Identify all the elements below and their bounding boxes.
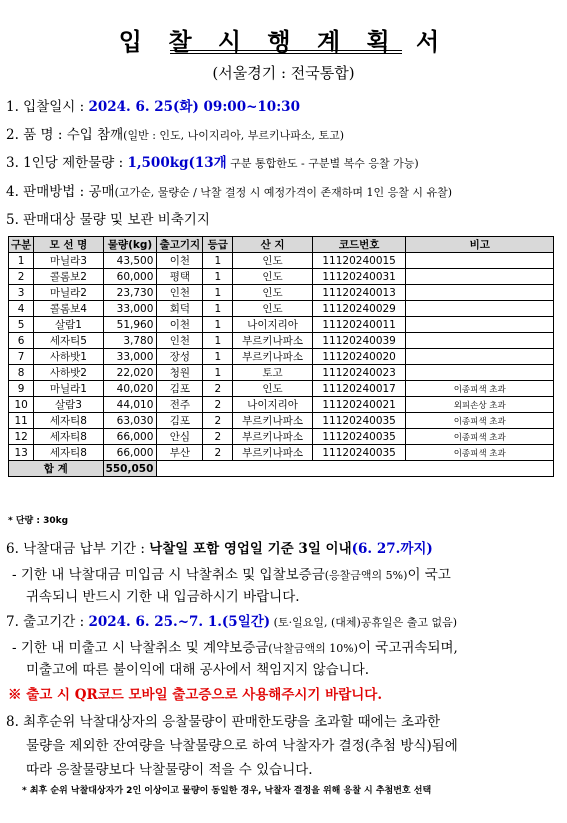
stock-table xyxy=(8,236,554,477)
table-cell: 13 xyxy=(9,445,34,461)
payment-warning-text: - 기한 내 낙찰대금 미입금 시 낙찰취소 및 입찰보증금 xyxy=(12,567,325,583)
table-row xyxy=(9,285,554,301)
table-cell: 11120240011 xyxy=(312,317,406,333)
table-cell xyxy=(406,285,554,301)
table-cell: 나이지리아 xyxy=(233,317,313,333)
table-cell: 회덕 xyxy=(157,301,203,317)
table-cell: 토고 xyxy=(233,365,313,381)
section-limit xyxy=(6,151,419,171)
table-cell: 11120240035 xyxy=(312,413,406,429)
table-cell: 전주 xyxy=(157,397,203,413)
release-warning-text: - 기한 내 미출고 시 낙찰취소 및 계약보증금 xyxy=(12,640,269,656)
table-cell: 63,030 xyxy=(103,413,157,429)
table-cell: 1 xyxy=(203,365,233,381)
section-bid-datetime xyxy=(6,95,300,115)
title-underline-second xyxy=(170,53,402,54)
table-header-cell: 물량(kg) xyxy=(103,237,157,253)
total-value: 550,050 xyxy=(103,461,157,477)
table-cell: 11 xyxy=(9,413,34,429)
table-row xyxy=(9,301,554,317)
unit-note: * 단량 : 30kg xyxy=(8,516,69,526)
table-cell: 세자티8 xyxy=(34,413,103,429)
table-cell: 51,960 xyxy=(103,317,157,333)
table-cell: 5 xyxy=(9,317,34,333)
table-cell: 인도 xyxy=(233,253,313,269)
table-cell: 1 xyxy=(9,253,34,269)
limit-label: 3. 1인당 제한물량 : xyxy=(6,155,128,171)
table-cell: 23,730 xyxy=(103,285,157,301)
table-cell: 이종피색 초과 xyxy=(406,445,554,461)
table-cell xyxy=(406,269,554,285)
table-cell: 마닐라3 xyxy=(34,253,103,269)
table-cell: 부르키나파소 xyxy=(233,429,313,445)
table-cell: 이종피색 초과 xyxy=(406,429,554,445)
table-cell: 사하밧1 xyxy=(34,349,103,365)
table-cell: 부르키나파소 xyxy=(233,445,313,461)
table-cell: 인천 xyxy=(157,285,203,301)
table-header-cell: 산 지 xyxy=(233,237,313,253)
table-cell: 33,000 xyxy=(103,349,157,365)
table-header-cell: 비고 xyxy=(406,237,554,253)
qr-warning: ※ 출고 시 QR코드 모바일 출고증으로 사용해주시기 바랍니다. xyxy=(8,687,383,703)
table-header-row xyxy=(9,237,554,253)
table-cell: 부산 xyxy=(157,445,203,461)
table-cell: 11120240013 xyxy=(312,285,406,301)
table-cell: 11120240020 xyxy=(312,349,406,365)
total-label: 합 계 xyxy=(9,461,104,477)
section-lottery-line3: 따라 응찰물량보다 낙찰물량이 적을 수 있습니다. xyxy=(26,762,313,778)
table-header-cell: 출고기지 xyxy=(157,237,203,253)
section-release-period xyxy=(6,610,457,630)
table-cell: 김포 xyxy=(157,413,203,429)
item-name-label: 2. 품 명 : xyxy=(6,127,67,143)
table-cell: 60,000 xyxy=(103,269,157,285)
sale-method-note: (고가순, 물량순 / 낙찰 결정 시 예정가격이 존재하며 1인 응찰 시 유찰) xyxy=(114,186,453,199)
table-cell xyxy=(406,349,554,365)
release-note: (토·일요일, (대체)공휴일은 출고 없음) xyxy=(270,616,458,629)
table-cell: 부르키나파소 xyxy=(233,349,313,365)
table-cell: 22,020 xyxy=(103,365,157,381)
table-cell: 인도 xyxy=(233,285,313,301)
release-label: 7. 출고기간 : xyxy=(6,614,89,630)
section-lottery-line2: 물량을 제외한 잔여량을 낙찰물량으로 하여 낙찰자가 결정(추첨 방식)됨에 xyxy=(26,738,458,754)
table-total-row xyxy=(9,461,554,477)
table-cell: 9 xyxy=(9,381,34,397)
sale-method-label: 4. 판매방법 : xyxy=(6,184,89,200)
table-cell: 나이지리아 xyxy=(233,397,313,413)
table-cell: 외피손상 초과 xyxy=(406,397,554,413)
payment-date: (6. 27.까지) xyxy=(351,541,433,557)
limit-note: 구분 통합한도 - 구분별 복수 응찰 가능) xyxy=(226,157,419,170)
payment-warning-line2: 귀속되니 반드시 기한 내 입금하시기 바랍니다. xyxy=(26,589,300,605)
table-cell xyxy=(406,365,554,381)
sale-method-value: 공매 xyxy=(88,184,115,200)
table-row xyxy=(9,317,554,333)
table-cell: 11120240039 xyxy=(312,333,406,349)
section-sale-method xyxy=(6,180,452,200)
table-row xyxy=(9,397,554,413)
table-cell: 청원 xyxy=(157,365,203,381)
table-cell: 이종피색 초과 xyxy=(406,413,554,429)
title-underline xyxy=(170,50,402,51)
table-cell: 인도 xyxy=(233,381,313,397)
table-row xyxy=(9,333,554,349)
table-header-cell: 모 선 명 xyxy=(34,237,103,253)
table-cell xyxy=(406,317,554,333)
item-name-note: (일반 : 인도, 나이지리아, 부르키나파소, 토고) xyxy=(123,129,345,142)
table-cell: 사하밧2 xyxy=(34,365,103,381)
table-cell: 6 xyxy=(9,333,34,349)
table-cell: 2 xyxy=(203,429,233,445)
table-cell: 세자티8 xyxy=(34,445,103,461)
release-warning-text-end: 이 국고귀속되며, xyxy=(357,640,458,656)
limit-value: 1,500kg(13개 xyxy=(127,155,227,171)
table-cell: 이천 xyxy=(157,253,203,269)
table-cell: 안심 xyxy=(157,429,203,445)
table-cell: 장성 xyxy=(157,349,203,365)
payment-warning-percent: (응찰금액의 5%) xyxy=(324,569,408,582)
table-cell: 12 xyxy=(9,429,34,445)
table-cell: 4 xyxy=(9,301,34,317)
table-row xyxy=(9,445,554,461)
table-cell: 살람3 xyxy=(34,397,103,413)
section-lottery-line1: 8. 최후순위 낙찰대상자의 응찰물량이 판매한도량을 초과할 때에는 초과한 xyxy=(6,714,441,730)
table-cell: 2 xyxy=(9,269,34,285)
bid-datetime-label: 1. 입찰일시 : xyxy=(6,99,89,115)
table-cell: 40,020 xyxy=(103,381,157,397)
table-cell: 마닐라1 xyxy=(34,381,103,397)
table-cell: 1 xyxy=(203,301,233,317)
table-cell: 11120240031 xyxy=(312,269,406,285)
table-row xyxy=(9,429,554,445)
table-cell: 11120240017 xyxy=(312,381,406,397)
table-cell: 66,000 xyxy=(103,445,157,461)
page-subtitle: (서울경기 : 전국통합) xyxy=(212,64,355,82)
section-item-name xyxy=(6,123,344,143)
table-cell: 콜롬보4 xyxy=(34,301,103,317)
table-cell: 세자티5 xyxy=(34,333,103,349)
table-cell xyxy=(406,301,554,317)
table-cell: 1 xyxy=(203,333,233,349)
table-row xyxy=(9,381,554,397)
table-row xyxy=(9,269,554,285)
table-row xyxy=(9,349,554,365)
table-cell: 44,010 xyxy=(103,397,157,413)
release-warning-percent: (낙찰금액의 10%) xyxy=(268,642,358,655)
payment-warning-text-end: 이 국고 xyxy=(407,567,451,583)
table-header-cell: 코드번호 xyxy=(312,237,406,253)
table-cell: 8 xyxy=(9,365,34,381)
table-cell: 세자티8 xyxy=(34,429,103,445)
table-header-cell: 구분 xyxy=(9,237,34,253)
table-cell: 인도 xyxy=(233,269,313,285)
table-cell: 11120240015 xyxy=(312,253,406,269)
table-cell: 2 xyxy=(203,381,233,397)
page-title: 입 찰 시 행 계 획 서 xyxy=(118,27,449,56)
table-cell: 3,780 xyxy=(103,333,157,349)
table-cell: 66,000 xyxy=(103,429,157,445)
table-cell: 1 xyxy=(203,253,233,269)
section-stock: 5. 판매대상 물량 및 보관 비축기지 xyxy=(6,212,210,228)
payment-label: 6. 낙찰대금 납부 기간 : xyxy=(6,541,150,557)
table-cell: 평택 xyxy=(157,269,203,285)
table-cell: 33,000 xyxy=(103,301,157,317)
release-warning-line2: 미출고에 따른 불이익에 대해 공사에서 책임지지 않습니다. xyxy=(26,662,370,678)
table-cell: 인도 xyxy=(233,301,313,317)
table-row xyxy=(9,413,554,429)
table-cell: 부르키나파소 xyxy=(233,333,313,349)
release-value: 2024. 6. 25.~7. 1.(5일간) xyxy=(88,614,271,630)
table-cell: 김포 xyxy=(157,381,203,397)
table-header-cell: 등급 xyxy=(203,237,233,253)
table-cell: 2 xyxy=(203,445,233,461)
total-empty-cell xyxy=(157,461,554,477)
table-cell: 2 xyxy=(203,413,233,429)
table-cell xyxy=(406,333,554,349)
table-cell xyxy=(406,253,554,269)
table-cell: 10 xyxy=(9,397,34,413)
table-cell: 11120240035 xyxy=(312,429,406,445)
payment-warning-line1 xyxy=(12,563,451,583)
lottery-footnote: * 최후 순위 낙찰대상자가 2인 이상이고 물량이 동일한 경우, 낙찰자 결정을 위해 응찰 시 추첨번호 선택 xyxy=(22,786,432,796)
table-cell: 1 xyxy=(203,269,233,285)
table-cell: 살람1 xyxy=(34,317,103,333)
bid-datetime-value: 2024. 6. 25(화) 09:00~10:30 xyxy=(88,99,300,115)
table-row xyxy=(9,365,554,381)
table-cell: 7 xyxy=(9,349,34,365)
table-cell: 11120240035 xyxy=(312,445,406,461)
table-cell: 3 xyxy=(9,285,34,301)
release-warning-line1 xyxy=(12,636,458,656)
payment-deadline: 낙찰일 포함 영업일 기준 3일 이내 xyxy=(149,541,352,557)
table-cell: 43,500 xyxy=(103,253,157,269)
table-cell: 콜롬보2 xyxy=(34,269,103,285)
table-cell: 부르키나파소 xyxy=(233,413,313,429)
table-cell: 2 xyxy=(203,397,233,413)
table-cell: 11120240023 xyxy=(312,365,406,381)
table-cell: 1 xyxy=(203,285,233,301)
table-cell: 인천 xyxy=(157,333,203,349)
item-name-value: 수입 참깨 xyxy=(66,127,124,143)
table-row xyxy=(9,253,554,269)
table-cell: 이천 xyxy=(157,317,203,333)
table-cell: 11120240029 xyxy=(312,301,406,317)
table-cell: 마닐라2 xyxy=(34,285,103,301)
table-cell: 1 xyxy=(203,317,233,333)
section-payment-period xyxy=(6,537,433,557)
table-cell: 1 xyxy=(203,349,233,365)
table-cell: 11120240021 xyxy=(312,397,406,413)
table-cell: 이종피색 초과 xyxy=(406,381,554,397)
